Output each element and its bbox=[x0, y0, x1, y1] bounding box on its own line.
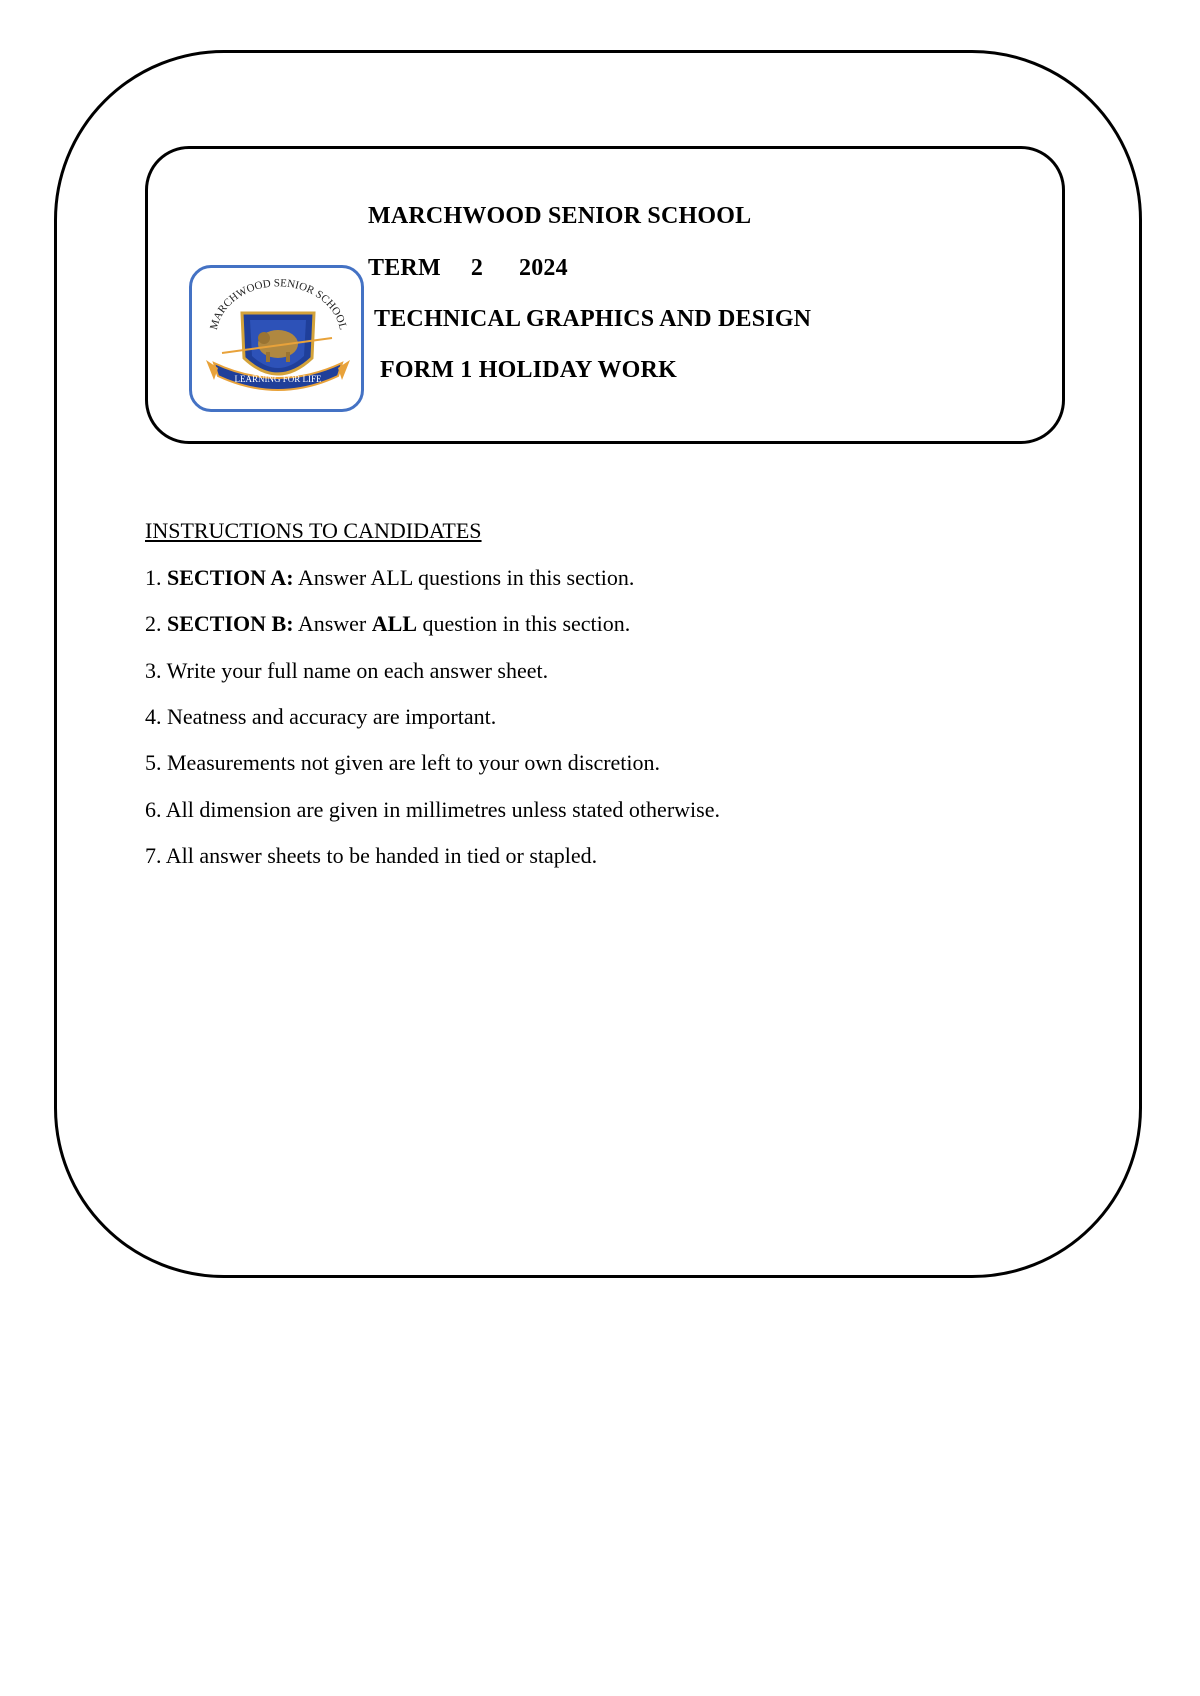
item-number: 1. bbox=[145, 565, 162, 590]
item-number: 6. bbox=[145, 797, 162, 822]
item-text: All dimension are given in millimetres unless stated otherwise. bbox=[165, 797, 720, 822]
svg-text:MARCHWOOD SENIOR SCHOOL: MARCHWOOD SENIOR SCHOOL bbox=[207, 277, 349, 332]
item-bold-label: SECTION A: bbox=[167, 565, 294, 590]
school-logo bbox=[189, 265, 364, 412]
school-name: MARCHWOOD SENIOR SCHOOL bbox=[368, 203, 752, 229]
instruction-item-6 bbox=[145, 797, 720, 823]
item-number: 5. bbox=[145, 750, 162, 775]
subject-title: TECHNICAL GRAPHICS AND DESIGN bbox=[374, 306, 812, 332]
item-text: Neatness and accuracy are important. bbox=[167, 704, 497, 729]
item-text: Answer bbox=[293, 611, 372, 636]
item-number: 7. bbox=[145, 843, 162, 868]
instruction-item-4 bbox=[145, 704, 496, 730]
instruction-item-3 bbox=[145, 658, 548, 684]
item-bold-label: SECTION B: bbox=[167, 611, 294, 636]
instruction-item-1 bbox=[145, 565, 634, 591]
instruction-item-7 bbox=[145, 843, 597, 869]
item-text: All answer sheets to be handed in tied or stapled. bbox=[165, 843, 598, 868]
instruction-item-5 bbox=[145, 750, 660, 776]
term-label: TERM bbox=[368, 255, 441, 281]
item-number: 4. bbox=[145, 704, 162, 729]
instruction-item-2 bbox=[145, 611, 630, 637]
item-text: Measurements not given are left to your own discretion. bbox=[167, 750, 661, 775]
assignment-title: FORM 1 HOLIDAY WORK bbox=[380, 357, 677, 383]
item-bold-emphasis: ALL bbox=[371, 611, 418, 636]
item-number: 3. bbox=[145, 658, 162, 683]
item-text: Write your full name on each answer sheet. bbox=[166, 658, 549, 683]
term-year: 2024 bbox=[519, 255, 568, 281]
term-line bbox=[368, 255, 568, 282]
svg-text:LEARNING FOR LIFE: LEARNING FOR LIFE bbox=[234, 374, 322, 384]
item-text: Answer ALL questions in this section. bbox=[293, 565, 635, 590]
item-number: 2. bbox=[145, 611, 162, 636]
school-crest-icon bbox=[192, 268, 361, 409]
term-number: 2 bbox=[470, 255, 484, 281]
item-text-tail: question in this section. bbox=[417, 611, 631, 636]
instructions-title: INSTRUCTIONS TO CANDIDATES bbox=[145, 518, 482, 543]
